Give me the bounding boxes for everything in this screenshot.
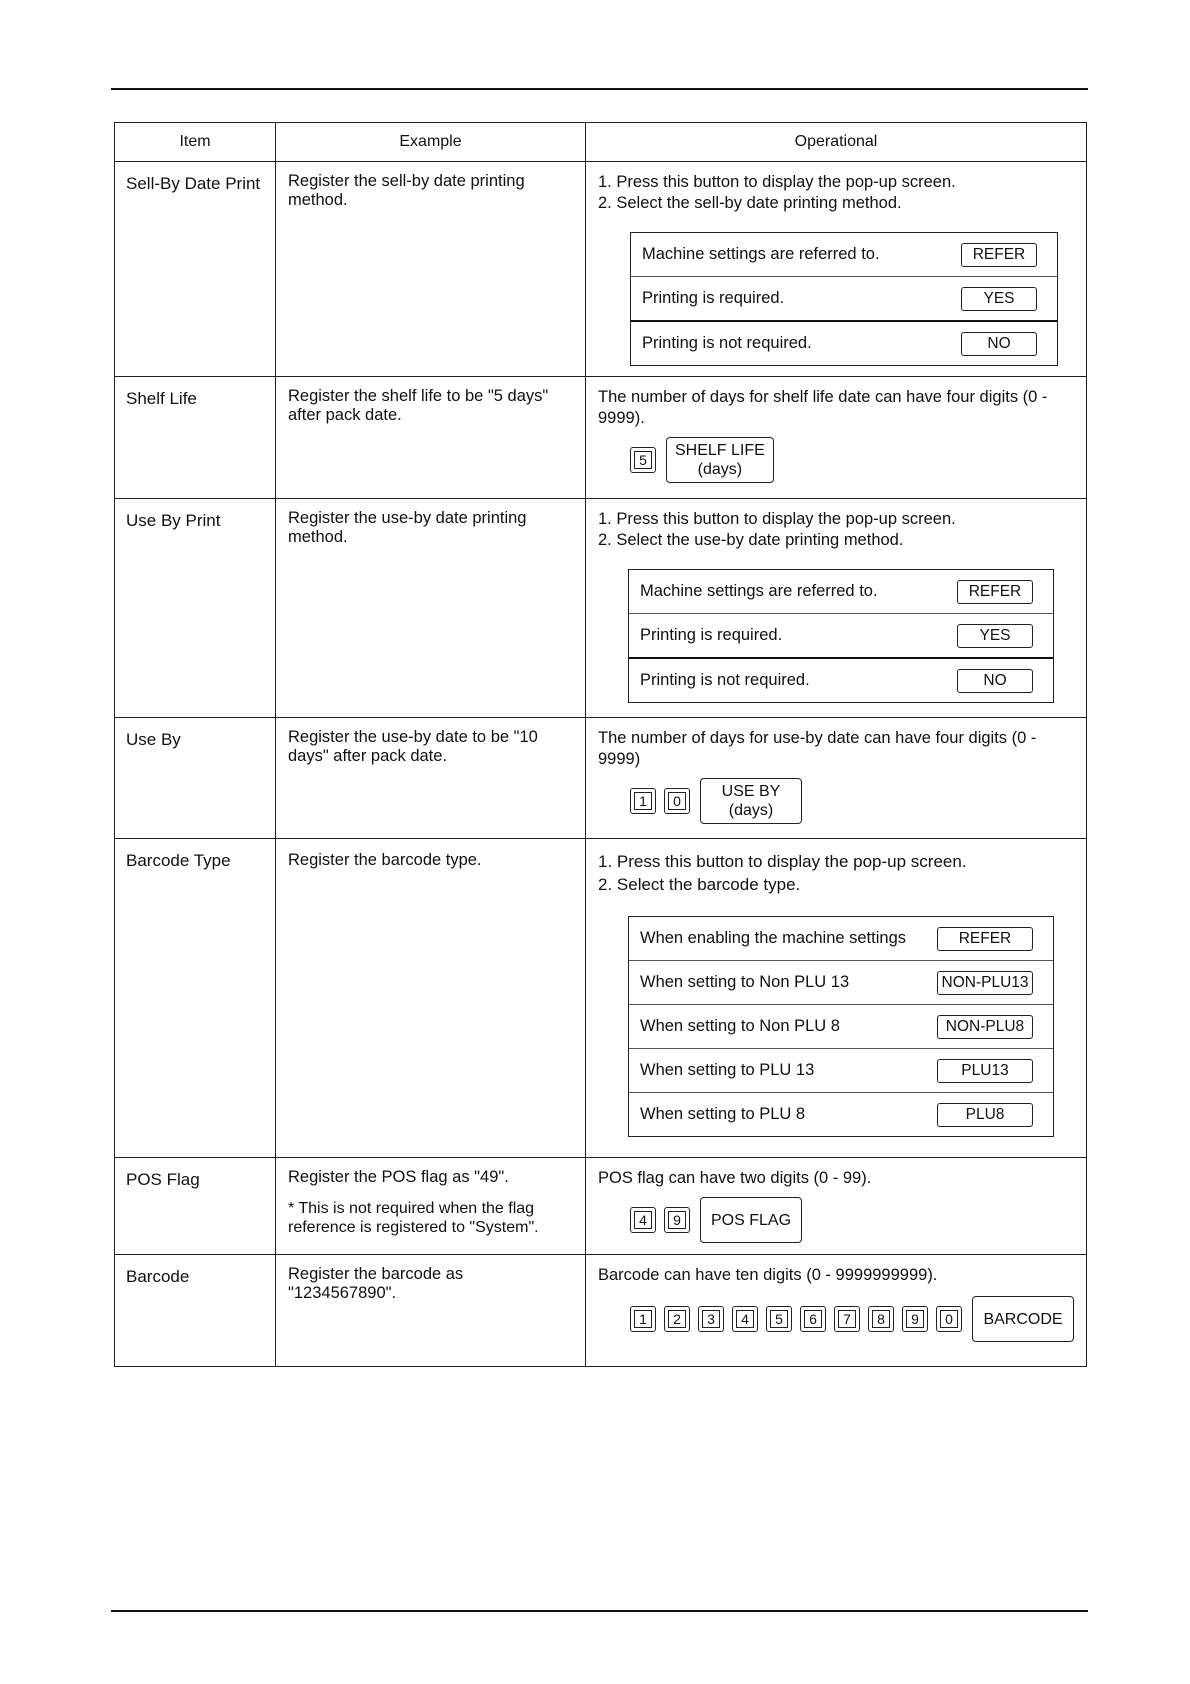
numeric-key[interactable]: 9 bbox=[664, 1207, 690, 1233]
step-2: 2. Select the barcode type. bbox=[598, 875, 801, 894]
step-1: 1. Press this button to display the pop-up screen. bbox=[598, 173, 956, 191]
key-sequence bbox=[630, 1197, 1076, 1243]
popup-label: When setting to PLU 13 bbox=[640, 1061, 815, 1079]
no-button[interactable]: NO bbox=[961, 332, 1037, 356]
barcode-desc: Barcode can have ten digits (0 - 9999999999). bbox=[598, 1266, 938, 1284]
popup-label: When setting to Non PLU 8 bbox=[640, 1017, 840, 1035]
table-header-row bbox=[115, 123, 1087, 162]
popup-usebyprint bbox=[628, 569, 1054, 703]
refer-button[interactable]: REFER bbox=[961, 243, 1037, 267]
plu8-button[interactable]: PLU8 bbox=[937, 1103, 1033, 1127]
numeric-key[interactable]: 7 bbox=[834, 1306, 860, 1332]
table-row bbox=[115, 1158, 1087, 1255]
table-row bbox=[115, 718, 1087, 839]
popup-label: Printing is required. bbox=[640, 626, 783, 644]
non-plu8-button[interactable]: NON-PLU8 bbox=[937, 1015, 1033, 1039]
numeric-key[interactable]: 4 bbox=[630, 1207, 656, 1233]
barcode-key[interactable]: BARCODE bbox=[972, 1296, 1074, 1342]
numeric-key[interactable]: 8 bbox=[868, 1306, 894, 1332]
step-2: 2. Select the use-by date printing method. bbox=[598, 531, 904, 549]
numeric-key[interactable]: 5 bbox=[766, 1306, 792, 1332]
posflag-note: * This is not required when the flag reference is registered to "System". bbox=[288, 1200, 539, 1236]
key-sequence bbox=[630, 437, 1076, 483]
table-row bbox=[115, 377, 1087, 499]
header-example: Example bbox=[276, 123, 586, 162]
plu13-button[interactable]: PLU13 bbox=[937, 1059, 1033, 1083]
example-sellby: Register the sell-by date printing method. bbox=[288, 172, 525, 209]
popup-label: Machine settings are referred to. bbox=[642, 245, 880, 263]
item-barcodetype: Barcode Type bbox=[126, 851, 231, 870]
numeric-key[interactable]: 2 bbox=[664, 1306, 690, 1332]
step-2: 2. Select the sell-by date printing method. bbox=[598, 194, 902, 212]
settings-table bbox=[114, 122, 1087, 1367]
non-plu13-button[interactable]: NON-PLU13 bbox=[937, 971, 1033, 995]
example-posflag: Register the POS flag as "49". bbox=[288, 1168, 509, 1186]
item-barcode: Barcode bbox=[126, 1267, 190, 1286]
yes-button[interactable]: YES bbox=[957, 624, 1033, 648]
popup-label: Printing is required. bbox=[642, 289, 785, 307]
use-by-key[interactable]: USE BY (days) bbox=[700, 778, 802, 824]
numeric-key[interactable]: 9 bbox=[902, 1306, 928, 1332]
header-operational: Operational bbox=[586, 123, 1087, 162]
item-shelflife: Shelf Life bbox=[126, 389, 197, 408]
example-useby: Register the use-by date to be "10 days" after pack date. bbox=[288, 728, 538, 765]
numeric-key[interactable]: 0 bbox=[664, 788, 690, 814]
numeric-key[interactable]: 0 bbox=[936, 1306, 962, 1332]
popup-label: Printing is not required. bbox=[642, 334, 812, 352]
step-1: 1. Press this button to display the pop-up screen. bbox=[598, 852, 967, 871]
numeric-key[interactable]: 1 bbox=[630, 1306, 656, 1332]
pos-flag-key[interactable]: POS FLAG bbox=[700, 1197, 802, 1243]
numeric-key[interactable]: 1 bbox=[630, 788, 656, 814]
key-sequence bbox=[630, 778, 1076, 824]
popup-barcodetype bbox=[628, 916, 1054, 1137]
table-row bbox=[115, 839, 1087, 1158]
item-sellby: Sell-By Date Print bbox=[126, 174, 261, 193]
shelflife-desc: The number of days for shelf life date can have four digits (0 - 9999). bbox=[598, 388, 1048, 427]
key-sequence bbox=[630, 1296, 1076, 1342]
yes-button[interactable]: YES bbox=[961, 287, 1037, 311]
example-usebyprint: Register the use-by date printing method. bbox=[288, 509, 527, 546]
example-barcode: Register the barcode as "1234567890". bbox=[288, 1265, 464, 1302]
numeric-key[interactable]: 5 bbox=[630, 447, 656, 473]
numeric-key[interactable]: 3 bbox=[698, 1306, 724, 1332]
useby-desc: The number of days for use-by date can have four digits (0 - 9999) bbox=[598, 729, 1037, 768]
refer-button[interactable]: REFER bbox=[957, 580, 1033, 604]
popup-label: Machine settings are referred to. bbox=[640, 582, 878, 600]
table-row bbox=[115, 499, 1087, 718]
item-usebyprint: Use By Print bbox=[126, 511, 221, 530]
item-posflag: POS Flag bbox=[126, 1170, 200, 1189]
popup-sellby bbox=[630, 232, 1058, 366]
no-button[interactable]: NO bbox=[957, 669, 1033, 693]
footer-rule bbox=[111, 1610, 1088, 1612]
example-barcodetype: Register the barcode type. bbox=[288, 851, 482, 869]
example-shelflife: Register the shelf life to be "5 days" after pack date. bbox=[288, 387, 549, 424]
popup-label: When enabling the machine settings bbox=[640, 929, 906, 947]
popup-label: Printing is not required. bbox=[640, 671, 810, 689]
refer-button[interactable]: REFER bbox=[937, 927, 1033, 951]
step-1: 1. Press this button to display the pop-up screen. bbox=[598, 510, 956, 528]
popup-label: When setting to Non PLU 13 bbox=[640, 973, 850, 991]
shelf-life-key[interactable]: SHELF LIFE (days) bbox=[666, 437, 774, 483]
numeric-key[interactable]: 4 bbox=[732, 1306, 758, 1332]
popup-label: When setting to PLU 8 bbox=[640, 1105, 806, 1123]
table-row bbox=[115, 162, 1087, 377]
header-rule bbox=[111, 88, 1088, 90]
header-item: Item bbox=[115, 123, 276, 162]
table-row bbox=[115, 1255, 1087, 1367]
posflag-desc: POS flag can have two digits (0 - 99). bbox=[598, 1169, 872, 1187]
item-useby: Use By bbox=[126, 730, 181, 749]
numeric-key[interactable]: 6 bbox=[800, 1306, 826, 1332]
